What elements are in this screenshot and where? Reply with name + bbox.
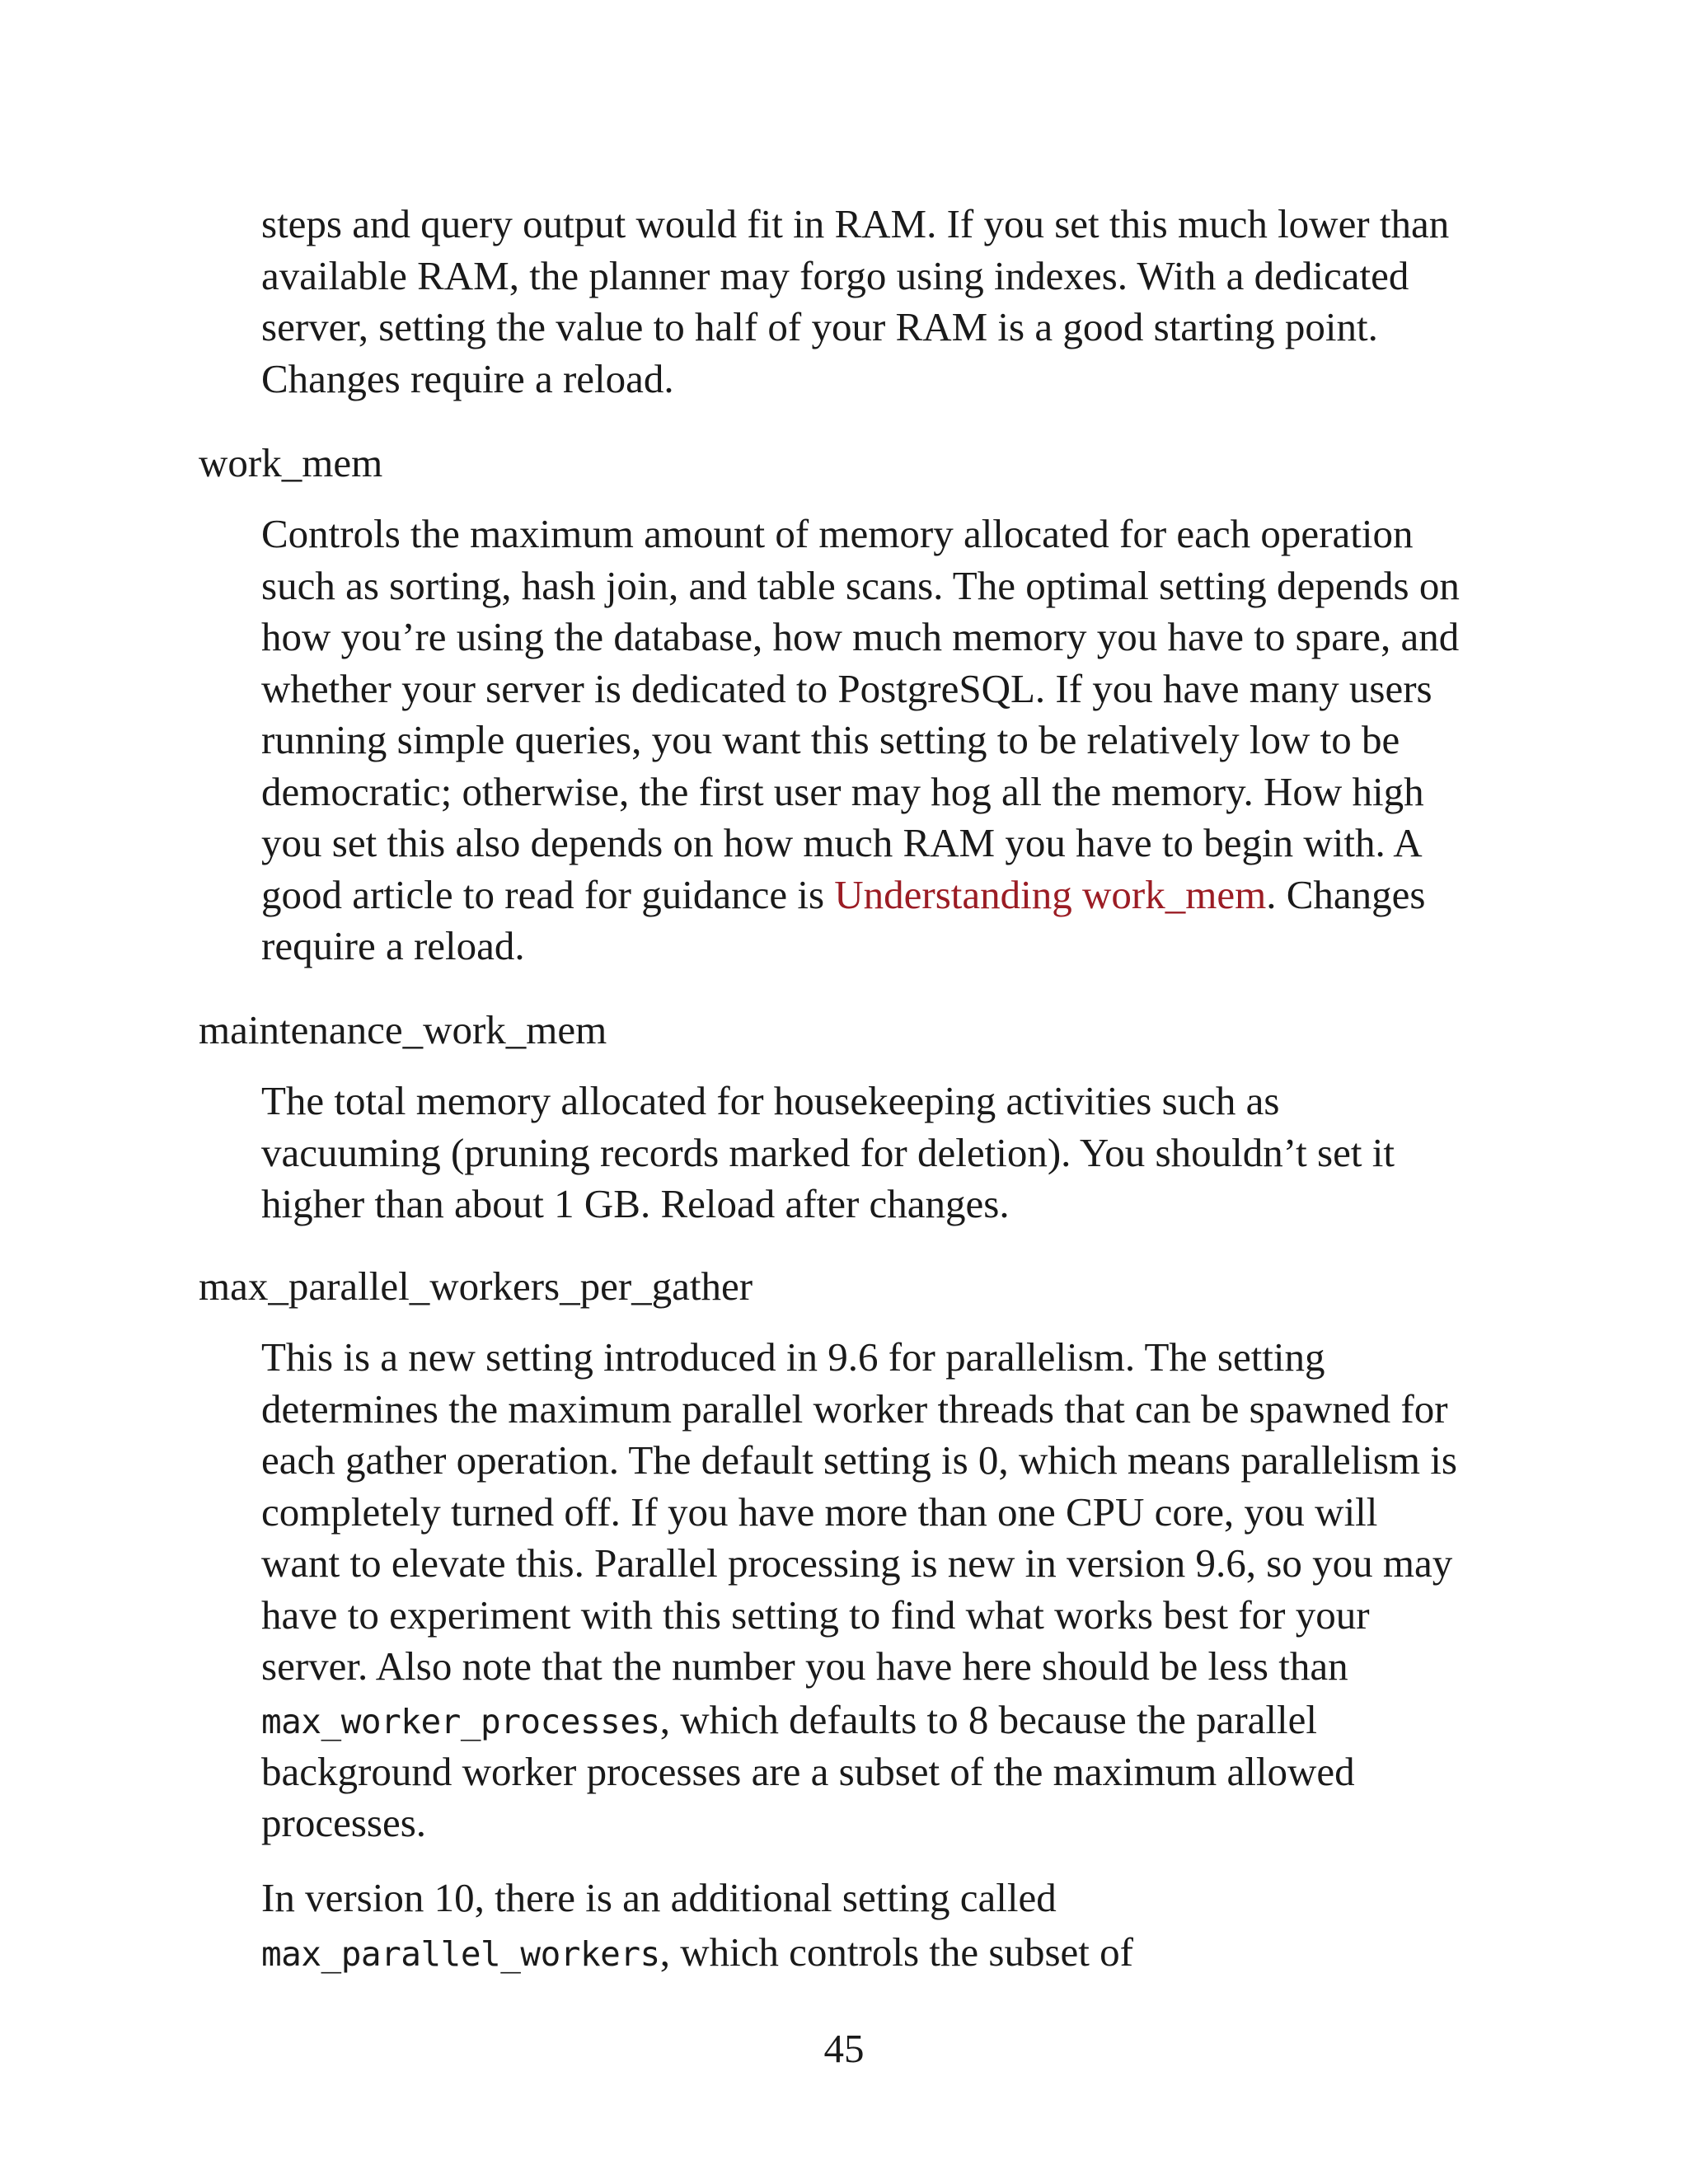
page-number: 45 (823, 2026, 865, 2071)
text-line-with-code (261, 1693, 1514, 1746)
text-line: server, setting the value to half of your RAM is a good starting point. (261, 304, 1378, 349)
text-line: you set this also depends on how much RAM you have to begin with. A (261, 820, 1423, 865)
inline-code-max-parallel-workers: max_parallel_workers (261, 1933, 660, 1974)
text-line: higher than about 1 GB. Reload after changes. (261, 1181, 1010, 1226)
max-parallel-workers-per-gather-description (261, 1332, 1514, 1849)
version-10-note (261, 1872, 1514, 1980)
work-mem-description (261, 509, 1514, 972)
text-line: Controls the maximum amount of memory allocated for each operation (261, 511, 1414, 556)
text-line: want to elevate this. Parallel processing is new in version 9.6, so you may (261, 1540, 1453, 1586)
term-max-parallel-workers-per-gather: max_parallel_workers_per_gather (199, 1263, 753, 1309)
text-line: processes. (261, 1800, 427, 1845)
text-line: In version 10, there is an additional setting called (261, 1875, 1057, 1920)
text-fragment: . Changes (1266, 871, 1426, 917)
understanding-work-mem-link[interactable]: Understanding work_mem (834, 871, 1267, 917)
text-line-with-code (261, 1924, 1514, 1980)
text-line: determines the maximum parallel worker threads that can be spawned for (261, 1385, 1448, 1432)
inline-code-max-worker-processes: max_worker_processes (261, 1701, 660, 1741)
text-fragment: good article to read for guidance is (261, 871, 835, 917)
text-line: The total memory allocated for housekeeping activities such as (261, 1078, 1280, 1123)
text-line: require a reload. (261, 923, 525, 968)
text-line: whether your server is dedicated to PostgreSQL. If you have many users (261, 665, 1432, 711)
text-line: server. Also note that the number you have here should be less than (261, 1643, 1348, 1689)
text-line: This is a new setting introduced in 9.6 for parallelism. The setting (261, 1334, 1325, 1380)
text-line-with-link (261, 869, 1514, 921)
text-line: how you’re using the database, how much memory you have to spare, and (261, 614, 1460, 659)
text-line: vacuuming (pruning records marked for deletion). You shouldn’t set it (261, 1129, 1395, 1175)
term-maintenance-work-mem: maintenance_work_mem (199, 1007, 607, 1052)
text-line: running simple queries, you want this setting to be relatively low to be (261, 717, 1400, 762)
text-fragment: , which controls the subset of (659, 1929, 1133, 1975)
maintenance-work-mem-description (261, 1076, 1514, 1230)
text-line: background worker processes are a subset of the maximum allowed (261, 1748, 1355, 1794)
text-line: steps and query output would fit in RAM. If you set this much lower than (261, 201, 1450, 246)
text-line: democratic; otherwise, the first user may hog all the memory. How high (261, 768, 1424, 814)
text-line: Changes require a reload. (261, 355, 674, 401)
text-line: such as sorting, hash join, and table scans. The optimal setting depends on (261, 562, 1460, 608)
term-work-mem: work_mem (199, 440, 383, 485)
text-line: have to experiment with this setting to find what works best for your (261, 1591, 1370, 1638)
effective-cache-size-description-tail (261, 199, 1514, 405)
text-line: available RAM, the planner may forgo using indexes. With a dedicated (261, 252, 1409, 298)
text-line: each gather operation. The default setting is 0, which means parallelism is (261, 1437, 1457, 1483)
text-fragment: , which defaults to 8 because the parallel (659, 1696, 1317, 1742)
text-line: completely turned off. If you have more than one CPU core, you will (261, 1488, 1378, 1535)
